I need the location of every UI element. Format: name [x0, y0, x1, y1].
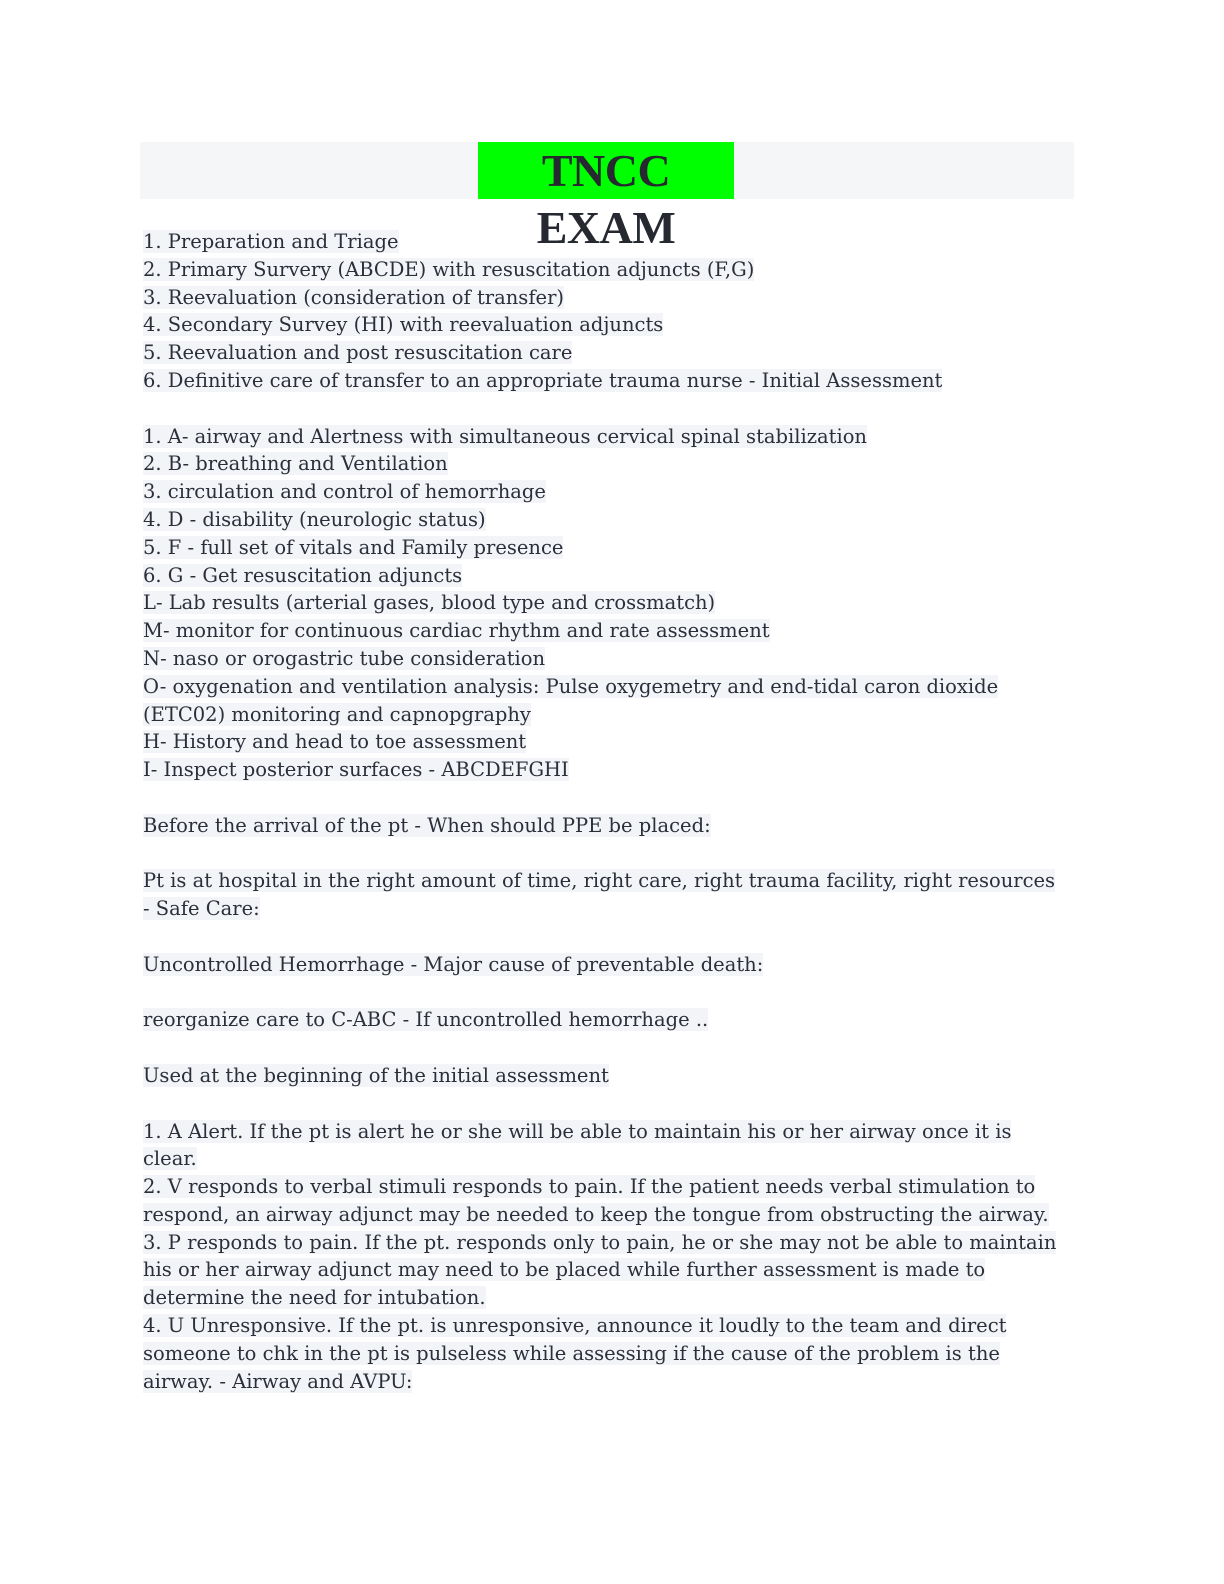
list-item: N- naso or orogastric tube consideration: [143, 646, 546, 670]
list-item: 5. F - full set of vitals and Family presence: [143, 535, 564, 559]
list-item: 5. Reevaluation and post resuscitation care: [143, 341, 573, 365]
abcdefghi-list: [143, 423, 1078, 784]
list-item: L- Lab results (arterial gases, blood type and crossmatch): [143, 591, 716, 615]
list-item: respond, an airway adjunct may be needed to keep the tongue from obstructing the airway.: [143, 1202, 1049, 1226]
list-item: 1. Preparation and Triage: [143, 230, 399, 253]
list-item: O- oxygenation and ventilation analysis: Pulse oxygemetry and end-tidal caron dioxide: [143, 674, 999, 698]
list-item: 4. U Unresponsive. If the pt. is unresponsive, announce it loudly to the team and direct: [143, 1314, 1007, 1338]
list-item: airway. - Airway and AVPU:: [143, 1369, 413, 1393]
list-item: I- Inspect posterior surfaces - ABCDEFGHI: [143, 758, 569, 782]
hemorrhage-paragraph: Uncontrolled Hemorrhage - Major cause of preventable death:: [143, 952, 764, 976]
avpu-list: [143, 1118, 1078, 1396]
list-item: 4. Secondary Survey (HI) with reevaluation adjuncts: [143, 313, 664, 337]
safe-care-paragraph: Pt is at hospital in the right amount of time, right care, right trauma facility, right resources - Safe Care:: [143, 869, 1056, 921]
list-item: 2. Primary Survery (ABCDE) with resuscitation adjuncts (F,G): [143, 257, 755, 281]
list-item: (ETC02) monitoring and capnopgraphy: [143, 702, 531, 726]
list-item: 2. B- breathing and Ventilation: [143, 452, 448, 476]
list-item: 1. A Alert. If the pt is alert he or she will be able to maintain his or her airway once it is: [143, 1119, 1012, 1143]
list-item: 2. V responds to verbal stimuli responds to pain. If the patient needs verbal stimulation to: [143, 1175, 1036, 1199]
document-body: [143, 228, 1078, 1423]
page-title: TNCC EXAM: [478, 142, 734, 199]
list-item: 1. A- airway and Alertness with simultaneous cervical spinal stabilization: [143, 424, 867, 448]
list-item: 3. Reevaluation (consideration of transfer): [143, 285, 565, 309]
list-item: his or her airway adjunct may need to be placed while further assessment is made to: [143, 1258, 986, 1282]
list-item: 4. D - disability (neurologic status): [143, 507, 486, 531]
list-item: clear.: [143, 1147, 197, 1171]
c-abc-paragraph: reorganize care to C-ABC - If uncontrolled hemorrhage ..: [143, 1008, 709, 1032]
initial-assessment-list: [143, 228, 1078, 395]
list-item: 6. G - Get resuscitation adjuncts: [143, 563, 463, 587]
list-item: M- monitor for continuous cardiac rhythm and rate assessment: [143, 619, 770, 643]
list-item: 3. circulation and control of hemorrhage: [143, 480, 546, 504]
ppe-paragraph: Before the arrival of the pt - When should PPE be placed:: [143, 813, 711, 837]
list-item: H- History and head to toe assessment: [143, 730, 527, 754]
initial-use-paragraph: Used at the beginning of the initial assessment: [143, 1063, 609, 1087]
list-item: 6. Definitive care of transfer to an appropriate trauma nurse - Initial Assessment: [143, 368, 943, 392]
list-item: 3. P responds to pain. If the pt. responds only to pain, he or she may not be able to maintain: [143, 1230, 1057, 1254]
list-item: someone to chk in the pt is pulseless while assessing if the cause of the problem is the: [143, 1341, 1000, 1365]
list-item: determine the need for intubation.: [143, 1286, 486, 1310]
